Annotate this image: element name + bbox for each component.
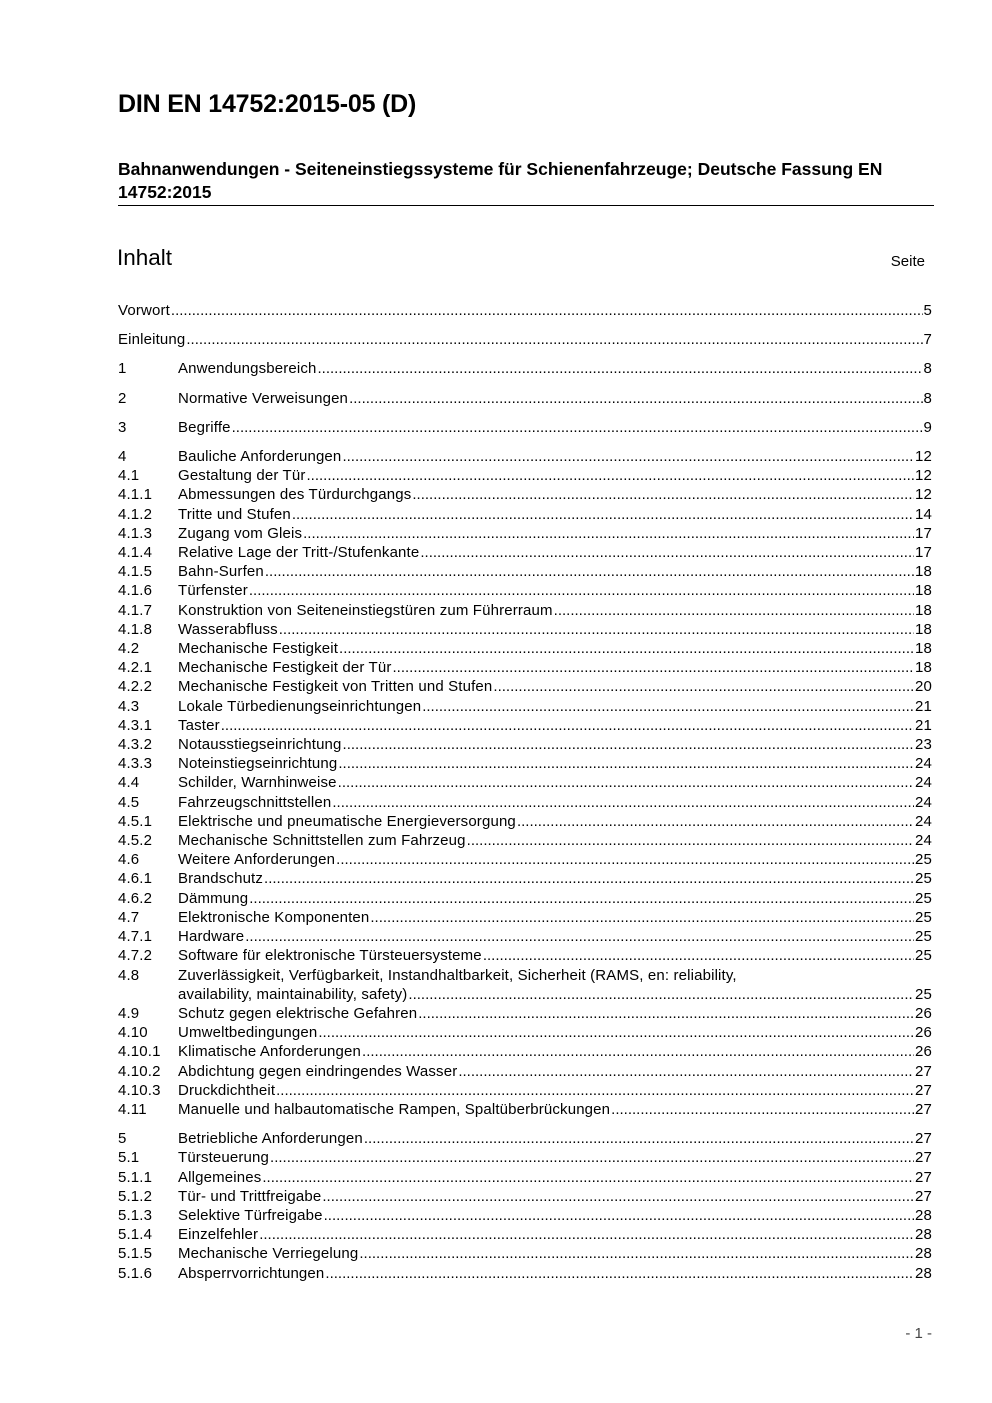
toc-entry-page: 26 <box>915 1024 932 1042</box>
toc-entry[interactable] <box>118 1062 932 1081</box>
toc-entry-number: 4.1.2 <box>118 505 153 523</box>
toc-dot-leader <box>186 330 922 349</box>
toc-entry-page: 5 <box>923 302 932 319</box>
toc-entry-page: 18 <box>915 582 932 600</box>
toc-dot-leader <box>517 812 914 831</box>
toc-entry-page: 27 <box>915 1149 932 1167</box>
toc-entry-title: Schutz gegen elektrische Gefahren <box>178 1004 418 1022</box>
toc-entry-title: availability, maintainability, safety) <box>178 985 408 1003</box>
toc-entry-title: Dämmung <box>178 889 249 907</box>
toc-entry-number: 5.1 <box>118 1149 140 1167</box>
toc-entry[interactable] <box>118 581 932 600</box>
toc-entry-number: 5.1.3 <box>118 1206 153 1224</box>
toc-dot-leader <box>554 601 914 620</box>
toc-entry-title: Wasserabfluss <box>178 620 278 638</box>
toc-entry-page: 17 <box>915 524 932 542</box>
toc-dot-leader <box>420 543 914 562</box>
toc-entry-number: 4.7.2 <box>118 947 153 965</box>
toc-entry-page: 23 <box>915 736 932 754</box>
toc-entry[interactable] <box>118 812 932 831</box>
toc-entry-page: 27 <box>915 1187 932 1205</box>
toc-entry-page: 12 <box>915 467 932 485</box>
toc-entry-number: 4.1.1 <box>118 486 153 504</box>
toc-entry-number: 4.9 <box>118 1004 140 1022</box>
toc-entry[interactable] <box>118 1100 932 1119</box>
toc-entry-title: Tür- und Trittfreigabe <box>178 1187 322 1205</box>
toc-entry-title: Mechanische Festigkeit der Tür <box>178 659 392 677</box>
toc-entry-title: Relative Lage der Tritt-/Stufenkante <box>178 544 420 562</box>
toc-entry-page: 18 <box>915 640 932 658</box>
toc-entry-title: Lokale Türbedienungseinrichtungen <box>178 697 422 715</box>
toc-entry-page: 25 <box>915 851 932 869</box>
toc-entry[interactable] <box>118 1187 932 1206</box>
toc-entry-number: 4.8 <box>118 966 140 984</box>
toc-dot-leader <box>324 1206 914 1225</box>
toc-entry-page: 7 <box>923 331 932 349</box>
toc-dot-leader <box>245 927 914 946</box>
toc-entry-title: Türfenster <box>178 582 248 600</box>
toc-entry[interactable] <box>118 908 932 927</box>
toc-entry[interactable] <box>118 1168 932 1187</box>
toc-entry-page: 27 <box>915 1100 932 1118</box>
toc-entry-title: Einzelfehler <box>178 1226 259 1244</box>
toc-entry-number: 4.1.8 <box>118 620 153 638</box>
toc-entry-number: 4.11 <box>118 1100 147 1118</box>
toc-entry-page: 24 <box>915 832 932 850</box>
toc-entry-number: 4.3.2 <box>118 736 153 754</box>
toc-entry-number: 4.3 <box>118 697 140 715</box>
toc-dot-leader <box>364 1129 914 1148</box>
toc-dot-leader <box>249 889 914 908</box>
toc-dot-leader <box>232 418 923 437</box>
toc-entry-page: 25 <box>915 947 932 965</box>
toc-entry-number: 4.4 <box>118 774 140 792</box>
toc-dot-leader <box>493 677 914 696</box>
toc-entry-page: 9 <box>923 418 932 436</box>
toc-entry[interactable] <box>118 697 932 716</box>
toc-page-column-label: Seite <box>890 253 925 270</box>
toc-entry[interactable] <box>118 1023 932 1042</box>
toc-entry[interactable] <box>118 485 932 504</box>
toc-entry-page: 20 <box>915 678 932 696</box>
toc-entry-page: 25 <box>915 889 932 907</box>
toc-entry-number: 5.1.4 <box>118 1226 153 1244</box>
toc-dot-leader <box>265 562 914 581</box>
toc-entry[interactable] <box>118 505 932 524</box>
toc-dot-leader <box>307 466 915 485</box>
toc-dot-leader <box>322 1187 914 1206</box>
toc-entry[interactable] <box>118 1148 932 1167</box>
toc-dot-leader <box>221 716 914 735</box>
toc-entry[interactable] <box>118 985 932 1004</box>
toc-entry-number: 5.1.1 <box>118 1168 153 1186</box>
toc-entry-title: Bahn-Surfen <box>178 563 264 581</box>
toc-entry-number: 4.1.5 <box>118 563 153 581</box>
toc-entry-title: Abdichtung gegen eindringendes Wasser <box>178 1062 458 1080</box>
toc-entry-number: 5.1.6 <box>118 1264 153 1282</box>
toc-entry-number: 4.6 <box>118 851 140 869</box>
toc-entry-number: 4.1.3 <box>118 524 153 542</box>
toc-entry-number: 5.1.5 <box>118 1245 153 1263</box>
toc-entry[interactable] <box>118 1004 932 1023</box>
toc-entry-title: Gestaltung der Tür <box>178 467 306 485</box>
toc-entry[interactable] <box>118 1244 932 1263</box>
toc-dot-leader <box>458 1062 914 1081</box>
toc-entry-number: 4.1.4 <box>118 544 153 562</box>
toc-entry-page: 28 <box>915 1226 932 1244</box>
toc-entry-title: Betriebliche Anforderungen <box>178 1130 363 1148</box>
toc-entry-title: Schilder, Warnhinweise <box>178 774 337 792</box>
toc-entry[interactable] <box>118 754 932 773</box>
toc-entry-page: 26 <box>915 1043 932 1061</box>
toc-entry-number: 5 <box>118 1130 127 1148</box>
toc-entry-title: Druckdichtheit <box>178 1081 276 1099</box>
toc-entry-page: 8 <box>923 389 932 407</box>
toc-entry-title: Bauliche Anforderungen <box>178 448 342 466</box>
toc-entry-title: Brandschutz <box>178 870 264 888</box>
toc-entry-title: Konstruktion von Seiteneinstiegstüren zum Führerraum <box>178 601 553 619</box>
toc-entry-number: 4.10 <box>118 1024 148 1042</box>
toc-entry-title: Abmessungen des Türdurchgangs <box>178 486 412 504</box>
toc-entry[interactable] <box>118 850 932 869</box>
toc-dot-leader <box>467 831 914 850</box>
toc-entry-title: Begriffe <box>178 418 231 436</box>
toc-entry[interactable] <box>118 889 932 908</box>
toc-entry-page: 25 <box>915 985 932 1003</box>
toc-entry-number: 4 <box>118 448 127 466</box>
toc-dot-leader <box>362 1042 914 1061</box>
toc-entry[interactable] <box>118 927 932 946</box>
toc-entry-page: 12 <box>915 486 932 504</box>
toc-entry-title: Umweltbedingungen <box>178 1024 318 1042</box>
toc-entry-title: Normative Verweisungen <box>178 389 349 407</box>
toc-entry[interactable] <box>118 447 932 466</box>
toc-entry-title: Mechanische Festigkeit <box>178 640 339 658</box>
toc-dot-leader <box>249 581 914 600</box>
toc-entry-number: 2 <box>118 389 127 407</box>
toc-entry-number: 4.1.6 <box>118 582 153 600</box>
toc-entry[interactable] <box>118 658 932 677</box>
toc-entry-number: 4.7.1 <box>118 928 153 946</box>
toc-dot-leader <box>611 1100 914 1119</box>
toc-entry-number: 4.7 <box>118 908 140 926</box>
toc-entry[interactable] <box>118 524 932 543</box>
toc-entry[interactable] <box>118 1225 932 1244</box>
toc-entry-title: Absperrvorrichtungen <box>178 1264 325 1282</box>
toc-entry[interactable] <box>118 946 932 965</box>
toc-entry[interactable] <box>118 1264 932 1283</box>
toc-dot-leader <box>370 908 914 927</box>
toc-dot-leader <box>264 869 914 888</box>
toc-dot-leader <box>318 1023 914 1042</box>
toc-entry-page: 27 <box>915 1081 932 1099</box>
toc-entry-title: Klimatische Anforderungen <box>178 1043 362 1061</box>
toc-dot-leader <box>336 850 914 869</box>
toc-entry-page: 24 <box>915 755 932 773</box>
toc-dot-leader <box>392 658 914 677</box>
toc-dot-leader <box>359 1244 914 1263</box>
toc-entry[interactable] <box>118 1129 932 1148</box>
table-of-contents <box>118 301 932 1283</box>
header-divider <box>118 205 934 206</box>
toc-entry-number: 4.2.2 <box>118 678 153 696</box>
toc-entry-number: 4.5.1 <box>118 812 153 830</box>
toc-entry-page: 12 <box>915 448 932 466</box>
toc-dot-leader <box>171 301 923 320</box>
toc-entry[interactable] <box>118 466 932 485</box>
toc-entry[interactable] <box>118 639 932 658</box>
toc-entry[interactable] <box>118 1081 932 1100</box>
toc-entry[interactable] <box>118 389 932 408</box>
toc-entry[interactable] <box>118 831 932 850</box>
toc-entry[interactable] <box>118 330 932 349</box>
toc-entry[interactable] <box>118 773 932 792</box>
toc-entry-number: 5.1.2 <box>118 1187 153 1205</box>
toc-entry-number: 4.6.1 <box>118 870 153 888</box>
toc-dot-leader <box>338 754 914 773</box>
toc-entry-number: 4.3.1 <box>118 716 153 734</box>
toc-entry-page: 25 <box>915 928 932 946</box>
toc-entry-page: 18 <box>915 620 932 638</box>
toc-dot-leader <box>325 1264 914 1283</box>
toc-dot-leader <box>303 524 914 543</box>
toc-entry-page: 25 <box>915 908 932 926</box>
toc-entry-title: Mechanische Schnittstellen zum Fahrzeug <box>178 832 466 850</box>
toc-entry-title: Türsteuerung <box>178 1149 270 1167</box>
toc-entry-page: 25 <box>915 870 932 888</box>
toc-entry-page: 18 <box>915 563 932 581</box>
toc-dot-leader <box>412 485 914 504</box>
toc-entry-page: 21 <box>915 697 932 715</box>
toc-entry[interactable] <box>118 966 932 985</box>
toc-dot-leader <box>292 505 914 524</box>
toc-dot-leader <box>343 735 914 754</box>
toc-entry-number: 3 <box>118 418 127 436</box>
toc-entry[interactable] <box>118 1042 932 1061</box>
toc-dot-leader <box>279 620 914 639</box>
toc-entry[interactable] <box>118 869 932 888</box>
toc-dot-leader <box>339 639 914 658</box>
toc-dot-leader <box>483 946 914 965</box>
toc-dot-leader <box>270 1148 914 1167</box>
document-title: DIN EN 14752:2015-05 (D) <box>118 90 417 118</box>
toc-entry-title: Zugang vom Gleis <box>178 524 303 542</box>
toc-entry-title: Manuelle und halbautomatische Rampen, Spaltüberbrückungen <box>178 1100 611 1118</box>
toc-entry-page: 21 <box>915 716 932 734</box>
toc-entry[interactable] <box>118 735 932 754</box>
toc-entry-title: Tritte und Stufen <box>178 505 291 523</box>
toc-entry-number: 4.10.2 <box>118 1062 161 1080</box>
toc-entry[interactable] <box>118 793 932 812</box>
toc-entry-title: Notausstiegseinrichtung <box>178 736 342 754</box>
toc-entry[interactable] <box>118 601 932 620</box>
toc-entry[interactable] <box>118 543 932 562</box>
toc-entry-title: Anwendungsbereich <box>178 360 317 378</box>
toc-entry[interactable] <box>118 418 932 437</box>
toc-heading: Inhalt <box>117 245 173 270</box>
toc-entry-number: 4.2 <box>118 640 140 658</box>
toc-entry-title: Zuverlässigkeit, Verfügbarkeit, Instandhaltbarkeit, Sicherheit (RAMS, en: reliability, <box>178 966 737 984</box>
toc-dot-leader <box>317 359 922 378</box>
toc-entry-page: 24 <box>915 812 932 830</box>
toc-entry-number: 4.1.7 <box>118 601 153 619</box>
toc-entry-title: Taster <box>178 716 220 734</box>
toc-dot-leader <box>408 985 914 1004</box>
toc-entry-title: Elektronische Komponenten <box>178 908 370 926</box>
toc-entry-title: Mechanische Festigkeit von Tritten und Stufen <box>178 678 493 696</box>
toc-entry-page: 28 <box>915 1245 932 1263</box>
toc-entry[interactable] <box>118 716 932 735</box>
toc-entry-page: 27 <box>915 1168 932 1186</box>
page-number: - 1 - <box>905 1325 932 1342</box>
toc-dot-leader <box>262 1168 914 1187</box>
toc-entry-number: 1 <box>118 360 127 378</box>
toc-entry-page: 14 <box>915 505 932 523</box>
document-subtitle: Bahnanwendungen - Seiteneinstiegssysteme für Schienenfahrzeuge; Deutsche Fassung EN 14752:2015 <box>118 159 883 202</box>
toc-entry[interactable] <box>118 620 932 639</box>
toc-dot-leader <box>342 447 914 466</box>
toc-entry-number: 4.10.1 <box>118 1043 161 1061</box>
toc-entry-page: 28 <box>915 1264 932 1282</box>
toc-entry-number: 4.1 <box>118 467 140 485</box>
toc-entry-page: 27 <box>915 1062 932 1080</box>
toc-entry-title: Noteinstiegseinrichtung <box>178 755 338 773</box>
toc-entry-title: Hardware <box>178 928 245 946</box>
toc-entry-number: 4.5 <box>118 793 140 811</box>
toc-entry[interactable] <box>118 1206 932 1225</box>
toc-entry[interactable] <box>118 301 932 320</box>
toc-entry-title: Allgemeines <box>178 1168 262 1186</box>
toc-entry-page: 18 <box>915 601 932 619</box>
toc-entry-number: 4.3.3 <box>118 755 153 773</box>
toc-entry-title: Elektrische und pneumatische Energieversorgung <box>178 812 516 830</box>
toc-entry-number: 4.5.2 <box>118 832 153 850</box>
toc-dot-leader <box>332 793 914 812</box>
toc-entry-page: 27 <box>915 1130 932 1148</box>
toc-dot-leader <box>422 697 914 716</box>
toc-dot-leader <box>259 1225 914 1244</box>
toc-entry-title: Vorwort <box>118 302 170 319</box>
toc-entry-page: 17 <box>915 544 932 562</box>
toc-entry-title: Selektive Türfreigabe <box>178 1206 323 1224</box>
toc-dot-leader <box>276 1081 914 1100</box>
toc-entry-title: Einleitung <box>118 331 186 349</box>
toc-entry-number: 4.10.3 <box>118 1081 161 1099</box>
toc-entry-page: 26 <box>915 1004 932 1022</box>
toc-entry-number: 4.6.2 <box>118 889 153 907</box>
toc-entry-title: Weitere Anforderungen <box>178 851 336 869</box>
toc-entry[interactable] <box>118 359 932 378</box>
toc-entry-page: 24 <box>915 793 932 811</box>
toc-dot-leader <box>349 389 922 408</box>
toc-entry-page: 18 <box>915 659 932 677</box>
toc-entry[interactable] <box>118 562 932 581</box>
toc-entry[interactable] <box>118 677 932 696</box>
toc-entry-page: 8 <box>923 360 932 378</box>
toc-entry-title: Software für elektronische Türsteuersysteme <box>178 947 482 965</box>
toc-entry-title: Fahrzeugschnittstellen <box>178 793 332 811</box>
toc-entry-page: 28 <box>915 1206 932 1224</box>
toc-entry-title: Mechanische Verriegelung <box>178 1245 359 1263</box>
toc-entry-number: 4.2.1 <box>118 659 153 677</box>
toc-dot-leader <box>418 1004 914 1023</box>
toc-entry-page: 24 <box>915 774 932 792</box>
toc-dot-leader <box>338 773 914 792</box>
